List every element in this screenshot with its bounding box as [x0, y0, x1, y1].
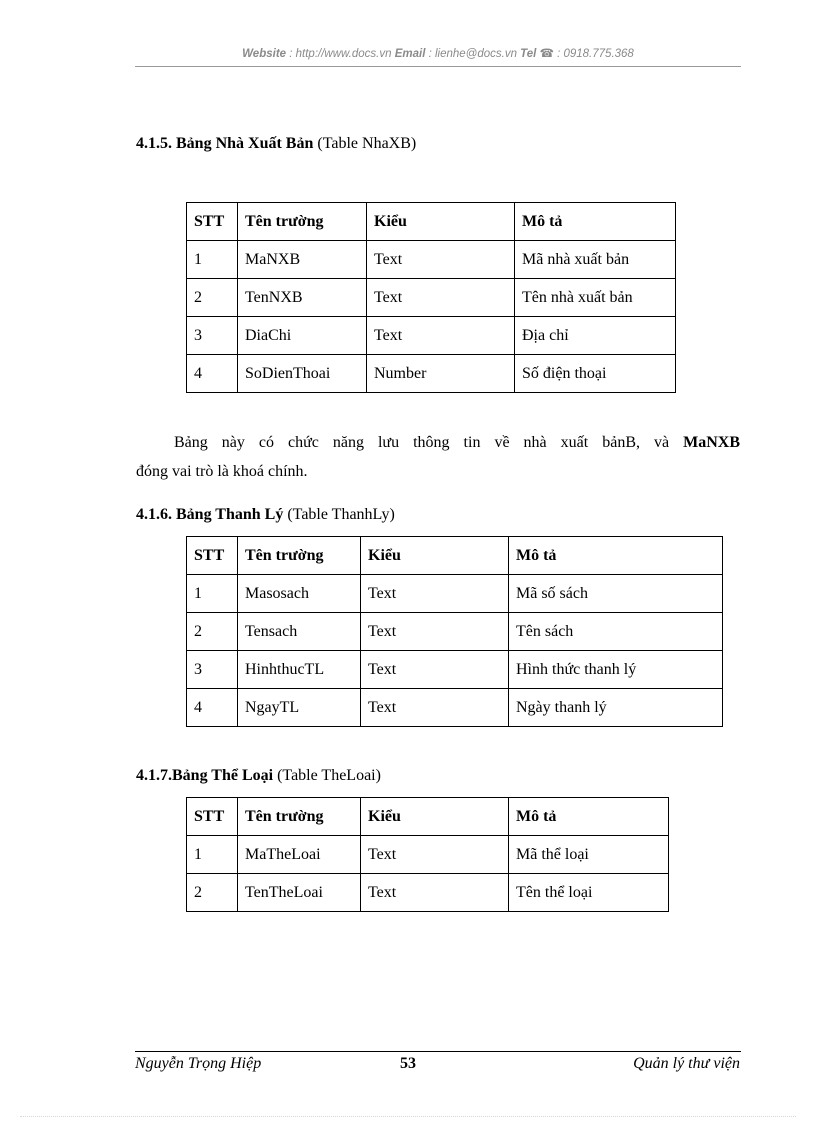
- table-header-row: [187, 798, 669, 836]
- table-cell: NgayTL: [238, 689, 361, 727]
- table-row: [187, 241, 676, 279]
- table-cell: MaTheLoai: [238, 836, 361, 874]
- column-header: Tên trường: [238, 537, 361, 575]
- table-nhaxb: [186, 202, 676, 393]
- column-header: Mô tả: [509, 798, 669, 836]
- footer-author: Nguyễn Trọng Hiệp: [135, 1055, 262, 1072]
- table-cell: Text: [367, 279, 515, 317]
- table-row: [187, 355, 676, 393]
- description-paragraph: Bảng này có chức năng lưu thông tin về nhà xuất bảnB, và MaNXB đóng vai trò là khoá chính.: [136, 434, 740, 480]
- table-cell: TenTheLoai: [238, 874, 361, 912]
- table-cell: 2: [187, 874, 238, 912]
- table-cell: HinhthucTL: [238, 651, 361, 689]
- page-bottom-border: [20, 1116, 796, 1117]
- table-cell: Text: [361, 836, 509, 874]
- table-header-row: [187, 537, 723, 575]
- column-header: Kiểu: [361, 798, 509, 836]
- column-header: STT: [187, 203, 238, 241]
- table-cell: Number: [367, 355, 515, 393]
- tel-value: : 0918.775.368: [553, 48, 634, 60]
- table-cell: DiaChi: [238, 317, 367, 355]
- table-cell: 1: [187, 836, 238, 874]
- column-header: Kiểu: [361, 537, 509, 575]
- table-row: [187, 689, 723, 727]
- section-heading-theloai: 4.1.7.Bảng Thể Loại (Table TheLoai): [136, 767, 381, 784]
- page-header: [135, 46, 741, 60]
- table-header-row: [187, 203, 676, 241]
- table-cell: Text: [361, 689, 509, 727]
- table-cell: Mã thể loại: [509, 836, 669, 874]
- table-cell: Số điện thoại: [515, 355, 676, 393]
- table-cell: Mã nhà xuất bản: [515, 241, 676, 279]
- phone-icon: ☎: [539, 48, 554, 60]
- email-value: : lienhe@docs.vn: [425, 48, 521, 60]
- table-cell: Địa chỉ: [515, 317, 676, 355]
- footer-title: Quản lý thư viện: [633, 1055, 740, 1072]
- table-cell: SoDienThoai: [238, 355, 367, 393]
- column-header: Tên trường: [238, 798, 361, 836]
- column-header: STT: [187, 537, 238, 575]
- table-thanhly: [186, 536, 723, 727]
- table-row: [187, 651, 723, 689]
- table-row: [187, 279, 676, 317]
- tel-label: Tel: [520, 48, 540, 60]
- table-row: [187, 317, 676, 355]
- table-theloai: [186, 797, 669, 912]
- table-row: [187, 575, 723, 613]
- table-cell: 1: [187, 575, 238, 613]
- table-cell: Tên thể loại: [509, 874, 669, 912]
- table-cell: 3: [187, 651, 238, 689]
- table-row: [187, 613, 723, 651]
- table-cell: Text: [361, 874, 509, 912]
- table-cell: Tên nhà xuất bản: [515, 279, 676, 317]
- table-cell: 3: [187, 317, 238, 355]
- column-header: Kiểu: [367, 203, 515, 241]
- table-cell: Text: [367, 317, 515, 355]
- table-cell: Mã số sách: [509, 575, 723, 613]
- table-cell: Text: [361, 613, 509, 651]
- table-cell: MaNXB: [238, 241, 367, 279]
- table-cell: Text: [361, 651, 509, 689]
- email-label: Email: [394, 48, 426, 60]
- column-header: Mô tả: [509, 537, 723, 575]
- table-cell: 4: [187, 355, 238, 393]
- column-header: STT: [187, 798, 238, 836]
- website-label: Website: [242, 48, 287, 60]
- table-cell: Ngày thanh lý: [509, 689, 723, 727]
- footer-divider: [135, 1051, 741, 1052]
- header-divider: [135, 66, 741, 67]
- table-cell: Tensach: [238, 613, 361, 651]
- table-cell: 1: [187, 241, 238, 279]
- table-cell: 4: [187, 689, 238, 727]
- table-row: [187, 874, 669, 912]
- website-value: : http://www.docs.vn: [286, 48, 395, 60]
- table-row: [187, 836, 669, 874]
- table-cell: TenNXB: [238, 279, 367, 317]
- table-cell: 2: [187, 613, 238, 651]
- table-cell: Text: [361, 575, 509, 613]
- section-heading-thanhly: 4.1.6. Bảng Thanh Lý (Table ThanhLy): [136, 506, 395, 523]
- table-cell: Hình thức thanh lý: [509, 651, 723, 689]
- column-header: Mô tả: [515, 203, 676, 241]
- column-header: Tên trường: [238, 203, 367, 241]
- table-cell: 2: [187, 279, 238, 317]
- page-number: 53: [400, 1055, 416, 1072]
- table-cell: Tên sách: [509, 613, 723, 651]
- table-cell: Masosach: [238, 575, 361, 613]
- section-heading-nhaxb: 4.1.5. Bảng Nhà Xuất Bản (Table NhaXB): [136, 135, 417, 152]
- table-cell: Text: [367, 241, 515, 279]
